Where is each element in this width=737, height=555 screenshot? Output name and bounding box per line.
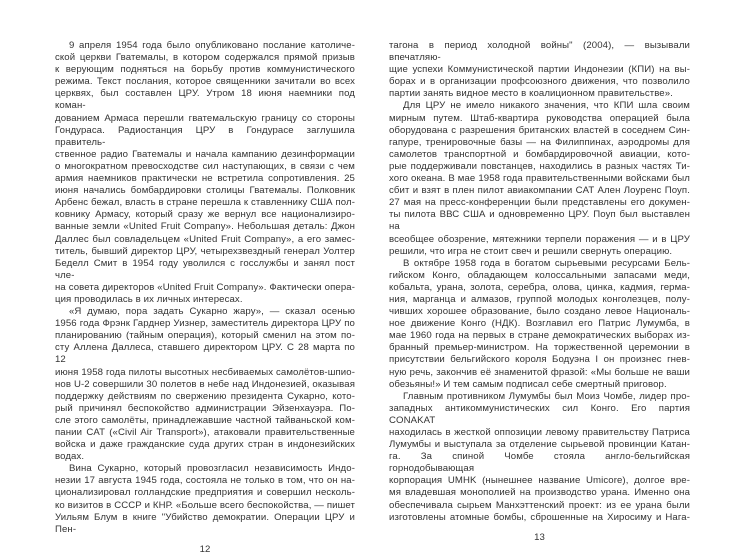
text-line: ванные земли «United Fruit Company». Небольшая деталь: Джон [55,221,355,233]
text-line: армия наемников практически не встретила сопротивления. 25 [55,173,355,185]
paragraph [55,40,355,306]
text-line: присутствии бельгийского короля Бодуэна I он произнес гнев- [389,354,690,366]
text-line: мя владевшая монополией на производство урана. Именно она [389,487,690,499]
text-line: июня 1958 года пилоты высотных несбиваемых самолётов-шпио- [55,366,355,378]
text-line: оборудована с разрешения британских властей в соседнем Син- [389,124,690,136]
paragraph [55,463,355,536]
text-line: рый причинял беспокойство администрации Эйзенхауэра. По- [55,402,355,414]
text-line: Главным противником Лумумбы был Моиз Чомбе, лидер про- [403,390,690,402]
text-line: га. За спиной Чомбе стояла англо-бельгийская горнодобывающая [389,451,690,475]
left-page-number: 12 [199,543,211,555]
text-line: Для ЦРУ не имело никакого значения, что КПИ шла своим [403,100,690,112]
text-line: водах. [55,451,85,463]
paragraph [55,306,355,463]
text-line: Уильям Блум в книге "Убийство демократии. Операции ЦРУ и Пен- [55,511,355,535]
text-line: ния, марганца и алмазов, группой молодых конголезцев, полу- [389,293,690,305]
text-line: ты пилота ВВС США и одновременно ЦРУ. Поуп был выставлен на [389,209,690,233]
text-line: Даллес был совладельцем «United Fruit Company», а его замес- [55,233,355,245]
text-line: всеобщее обозрение, мятежники терпели поражения — и в ЦРУ [389,233,690,245]
paragraph [389,258,690,391]
text-line: к верующим подняться на борьбу против коммунистического [55,64,355,76]
text-line: гийском Конго, обладающем колоссальными запасами меди, [389,269,690,281]
text-line: ционализировал голландские предприятия и совершил несколь- [55,487,355,499]
text-line: титель, бывший директор ЦРУ, четырехзвездный генерал Уолтер [55,245,355,257]
paragraph [389,40,690,100]
text-line: западных антикоммунистических сил Конго. Его партия CONAKAT [389,402,690,426]
text-line: корпорация UMHK (нынешнее название Umicore), долгое вре- [389,475,690,487]
text-line: дованием Армаса перешли гватемальскую границу со стороны [55,112,355,124]
right-page-text-column [389,40,690,524]
text-line: рые поддерживали повстанцев, находились в разных частях Ти- [389,160,690,172]
text-line: борах и в организации профсоюзного движения, что позволило [389,76,690,88]
text-line: Арбенс бежал, власть в стране перешла к ставленнику США пол- [55,197,355,209]
text-line: ную речь, закончив её знаменитой фразой: «Мы больше не ваши [389,366,690,378]
text-line: кобальта, урана, золота, серебра, олова, цинка, кадмия, герма- [389,281,690,293]
text-line: церквях, был составлен ЦРУ. Утром 18 июня наемники под коман- [55,88,355,112]
text-line: ковнику Армасу, который сразу же вернул все национализиро- [55,209,355,221]
text-line: планированию (тайным операция), который сменил на этом по- [55,330,355,342]
paragraph [389,100,690,257]
left-page-text-column [55,40,355,536]
text-line: ственное радио Гватемалы и начала кампанию дезинформации [55,148,355,160]
text-line: В октябре 1958 года в богатом сырьевыми ресурсами Бель- [403,257,690,269]
text-line: мае 1960 года на первых в стране демократических выборах из- [389,330,690,342]
text-line: 9 апреля 1954 года было опубликовано послание католиче- [69,40,355,51]
text-line: решили, что игра не стоит свеч и решили свернуть операцию. [389,245,673,257]
text-line: сле этого самолёты, принадлежавшие частной тайваньской ком- [55,414,355,426]
left-page [55,40,355,555]
text-line: ко визитов в СССР и КНР. «Больше всего беспокойства, — пишет [55,499,355,511]
text-line: поддержку действиям по свержению президента Сукарно, кото- [55,390,355,402]
text-line: «Я думаю, пора задать Сукарно жару», — сказал осенью [69,306,355,318]
text-line: ное движение Конго (НДК). Возглавил его Патрис Лумумба, в [389,318,690,330]
right-page-number: 13 [534,531,545,543]
text-line: пании CAT («Civil Air Transport»), атаковали правительственные [55,427,355,438]
text-line: обеспечивала сырьем Манхэттенский проект: из ее урана были [389,499,690,511]
text-line: Гондураса. Радиостанция ЦРУ в Гондурасе заглушила правитель- [55,124,355,148]
text-line: войска и даже гражданские суда других стран в индонезийских [55,439,355,451]
text-line: нов U-2 совершили 30 полетов в небе над Индонезией, оказывая [55,378,355,390]
text-line: партии занять видное место в коалиционном правительстве». [389,88,673,100]
text-line: обезьяны!» И тем самым подписал себе смертный приговор. [389,378,667,390]
paragraph [389,391,690,524]
right-page [389,40,690,543]
text-line: на совета директоров «United Fruit Company». Фактически опера- [55,281,355,293]
text-line: о многократном превосходстве сил наступающих, в связи с чем [55,160,355,172]
text-line: Вина Сукарно, который провозгласил независимость Индо- [69,463,355,475]
text-line: сбит и взят в плен пилот авиакомпании CAT Ален Лоуренс Поуп. [389,185,690,197]
text-line: режима. Текст послания, которое священники зачитали во всех [55,76,355,88]
text-line: гапуре, тренировочные базы — на Филиппинах, аэродромы для [389,136,690,148]
text-line: находилась в жесткой оппозиции левому правительству Патриса [389,427,690,438]
text-line: Лумумбы и выступала за отделение сырьевой провинции Катан- [389,439,690,451]
text-line: ской церкви Гватемалы, в котором содержался прямой призыв [55,52,355,64]
text-line: чивших хорошее образование, было создано левое Националь- [389,306,690,318]
text-line: 1956 года Фрэнк Гарднер Уизнер, заместитель директора ЦРУ по [55,318,355,330]
text-line: тагона в период холодной войны" (2004), — вызывали впечатляю- [389,40,690,64]
text-line: хого океана. В мае 1958 года правительственными войсками был [389,173,690,185]
text-line: Беделл Смит в 1954 году уволился с госслужбы и занял пост чле- [55,257,355,281]
text-line: ция проводилась в их личных интересах. [55,293,243,305]
text-line: бранный премьер-министром. На торжественной церемонии в [389,342,690,354]
text-line: 27 мая на пресс-конференции были представлены его докумен- [389,197,690,209]
text-line: щие успехи Коммунистической партии Индонезии (КПИ) на вы- [389,64,690,76]
text-line: изготовлены атомные бомбы, сброшенные на Хиросиму и Нага- [389,511,690,523]
text-line: самолетов транспортной и бомбардировочной авиации, кото- [389,148,690,160]
text-line: мирным путем. Штаб-квартира руководства операцией была [389,112,690,124]
text-line: сту Аллена Даллеса, ставшего директором ЦРУ. С 28 марта по 12 [55,342,355,366]
text-line: июня начались бомбардировки столицы Гватемалы. Полковник [55,185,355,197]
text-line: незии 17 августа 1945 года, состояла не только в том, что он на- [55,475,355,487]
